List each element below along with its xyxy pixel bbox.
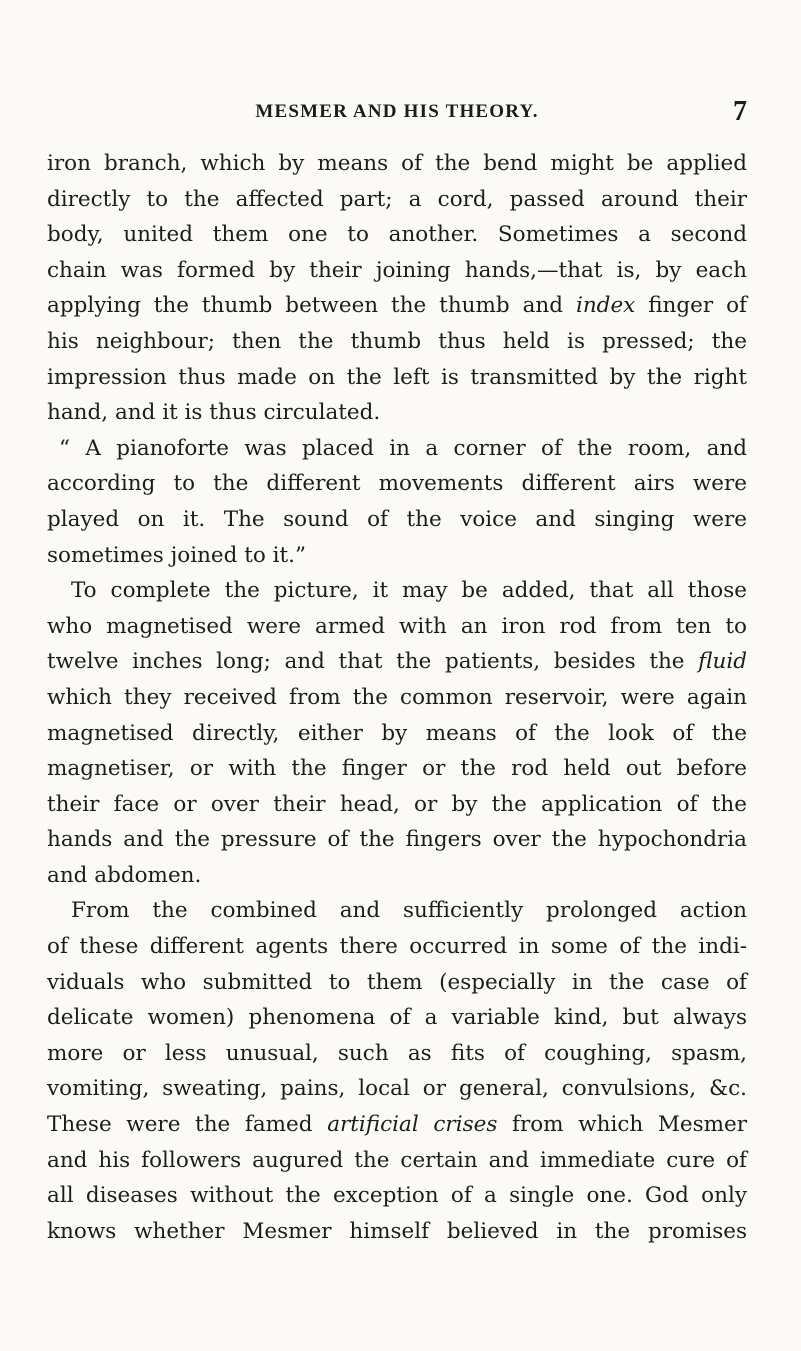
text-segment: vomiting, sweating, pains, local or general, convulsions, &c. [47,1076,747,1102]
text-segment: who magnetised were armed with an iron rod from ten to [47,613,747,639]
text-line [47,1000,747,1036]
text-line [47,182,747,218]
text-line [47,822,747,858]
text-line [47,680,747,716]
text-segment: directly to the affected part; a cord, passed around their [47,186,747,212]
text-line [47,1071,747,1107]
text-segment: according to the different movements different airs were [47,471,747,497]
italic-text: fluid [698,649,747,675]
text-segment: knows whether Mesmer himself believed in the promises [47,1218,747,1244]
text-segment: which they received from the common reservoir, were again [47,684,747,710]
text-line [47,502,747,538]
text-line [47,288,747,324]
text-line [47,929,747,965]
text-segment: To complete the picture, it may be added, that all those [71,578,747,604]
text-segment: applying the thumb between the thumb and [47,293,576,319]
text-line [47,431,747,467]
text-segment: “ A pianoforte was placed in a corner of the room, and [59,435,747,461]
text-segment: his neighbour; then the thumb thus held is pressed; the [47,328,747,354]
text-segment: impression thus made on the left is transmitted by the right [47,364,747,390]
text-segment: from which Mesmer [497,1112,748,1138]
text-line [47,609,747,645]
text-line [47,395,747,431]
text-segment: all diseases without the exception of a single one. God only [47,1183,747,1209]
text-line [47,573,747,609]
text-line [47,787,747,823]
text-segment: finger of [635,293,747,319]
text-line [47,538,747,574]
text-line [47,1107,747,1143]
text-segment: hand, and it is thus circulated. [47,400,381,426]
text-segment: magnetiser, or with the finger or the rod held out before [47,756,747,782]
italic-text: artificial crises [327,1112,498,1138]
text-segment: viduals who submitted to them (especially in the case of [47,969,747,995]
text-line [47,1036,747,1072]
italic-text: index [575,293,636,319]
text-line [47,360,747,396]
text-segment: From the combined and sufficiently prolonged action [71,898,747,924]
text-line [47,751,747,787]
text-line [47,253,747,289]
text-line [47,1178,747,1214]
text-line [47,217,747,253]
text-line [47,466,747,502]
page-number: 7 [733,96,747,127]
text-line [47,858,747,894]
text-line [47,1214,747,1250]
text-segment: of these different agents there occurred in some of the indi- [47,934,747,960]
text-segment: and abdomen. [47,862,202,888]
text-segment: These were the famed [47,1112,328,1138]
text-segment: more or less unusual, such as fits of coughing, spasm, [47,1040,747,1066]
text-line [47,716,747,752]
text-line [47,146,747,182]
text-segment: hands and the pressure of the fingers over the hypochondria [47,827,747,853]
body-text [47,146,747,1249]
text-line [47,893,747,929]
text-line [47,324,747,360]
text-segment: delicate women) phenomena of a variable kind, but always [47,1005,747,1031]
text-segment: magnetised directly, either by means of the look of the [47,720,747,746]
text-line [47,644,747,680]
running-head [47,96,747,131]
text-segment: and his followers augured the certain and immediate cure of [47,1147,747,1173]
text-segment: sometimes joined to it.” [47,542,306,568]
text-segment: body, united them one to another. Sometimes a second [47,222,747,248]
text-line [47,965,747,1001]
text-segment: twelve inches long; and that the patients, besides the [47,649,699,675]
text-line [47,1143,747,1179]
text-segment: played on it. The sound of the voice and singing were [47,506,747,532]
text-segment: iron branch, which by means of the bend might be applied [47,151,747,176]
text-segment: their face or over their head, or by the application of the [47,791,747,817]
text-segment: chain was formed by their joining hands,—that is, by each [47,257,747,283]
running-title: MESMER AND HIS THEORY. [255,101,539,122]
